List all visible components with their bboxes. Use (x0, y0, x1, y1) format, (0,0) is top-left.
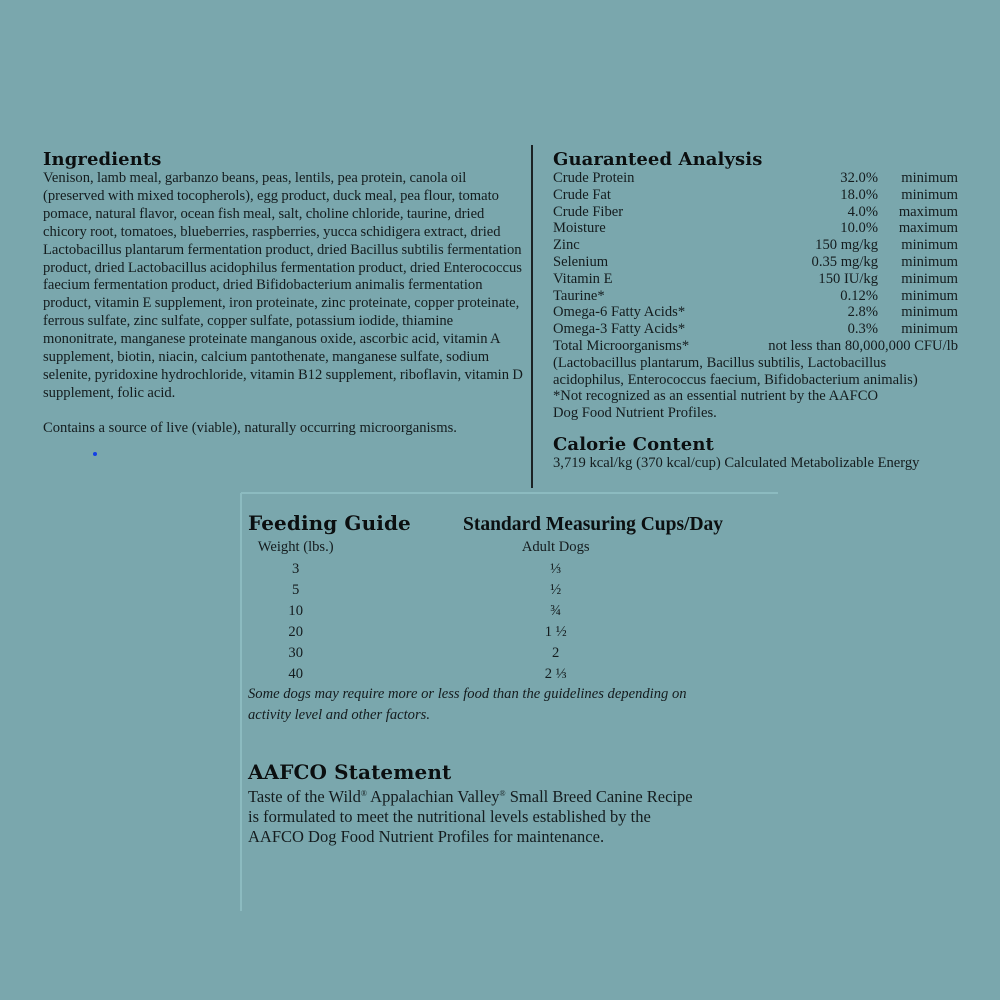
aafco-statement-text (248, 784, 768, 847)
feeding-weight: 3 (292, 561, 300, 577)
analysis-qualifier: minimum (901, 237, 958, 254)
analysis-row (553, 304, 958, 321)
analysis-nutrient: Omega-3 Fatty Acids* (553, 321, 686, 338)
analysis-qualifier: minimum (901, 304, 958, 321)
analysis-qualifier: minimum (901, 321, 958, 338)
feeding-cups: 1 ½ (544, 624, 567, 640)
ingredients-list: Venison, lamb meal, garbanzo beans, peas, lentils, pea protein, canola oil (preserved with mixed tocopherols), egg product, duck meal, pea flour, tomato pomace, natural flavor, ocean fish meal, salt, choline chloride, taurine, dried chicory root, tomatoes, blueberries, raspberries, yucca schidigera extract, dried Lactobacillus plantarum fermentation product, dried Bacillus subtilis fermentation product, dried Lactobacillus acidophilus fermentation product, dried Enterococcus faecium fermentation product, dried Bifidobacterium animalis fermentation product, vitamin E supplement, iron proteinate, zinc proteinate, copper proteinate, ferrous sulfate, zinc sulfate, copper sulfate, potassium iodide, thiamine mononitrate, manganese proteinate manganous oxide, ascorbic acid, vitamin A supplement, biotin, niacin, calcium pantothenate, manganese sulfate, sodium selenite, pyridoxine hydrochloride, vitamin B12 supplement, riboflavin, vitamin D supplement, folic acid. (43, 170, 523, 401)
analysis-table (553, 170, 958, 338)
feeding-note-line-1: Some dogs may require more or less food than the guidelines depending on (248, 686, 687, 702)
analysis-row-microorganisms (553, 338, 958, 355)
aafco-footnote-line-1: *Not recognized as an essential nutrient by the AAFCO (553, 388, 879, 405)
feeding-cups: ⅓ (550, 561, 562, 577)
registered-mark: ® (360, 789, 367, 798)
analysis-qualifier: minimum (901, 170, 958, 186)
analysis-qualifier: maximum (898, 203, 958, 220)
feeding-table (248, 539, 768, 685)
cursor-dot-marker (93, 452, 97, 456)
analysis-qualifier: minimum (901, 287, 958, 304)
analysis-row (553, 321, 958, 338)
feeding-row (248, 664, 768, 685)
aafco-statement-title: AAFCO Statement (248, 760, 452, 784)
product-line: Appalachian Valley (366, 787, 500, 806)
analysis-row (553, 271, 958, 288)
analysis-value: 0.12% (840, 287, 878, 304)
feeding-row (248, 601, 768, 622)
brand-name: Taste of the Wild (248, 787, 361, 806)
feeding-row (248, 643, 768, 664)
analysis-qualifier: minimum (901, 186, 958, 203)
analysis-value: 2.8% (847, 304, 878, 321)
calorie-content-text: 3,719 kcal/kg (370 kcal/cup) Calculated Metabolizable Energy (553, 454, 920, 471)
feeding-table-header (248, 539, 768, 559)
feeding-guide-title: Feeding Guide (248, 511, 411, 535)
analysis-nutrient: Crude Fat (553, 186, 611, 203)
strains-line-2: acidophilus, Enterococcus faecium, Bifidobacterium animalis) (553, 371, 918, 388)
analysis-qualifier: minimum (901, 270, 958, 287)
analysis-value: not less than 80,000,000 CFU/lb (768, 337, 958, 354)
weight-header: Weight (lbs.) (257, 539, 334, 555)
aafco-statement-section (248, 762, 768, 847)
analysis-row (553, 204, 958, 221)
analysis-nutrient: Taurine* (553, 287, 605, 304)
analysis-value: 32.0% (840, 170, 878, 186)
feeding-cups: ½ (550, 582, 562, 598)
cups-per-day-title: Standard Measuring Cups/Day (463, 514, 724, 535)
analysis-value: 150 IU/kg (818, 270, 878, 287)
guaranteed-analysis-title: Guaranteed Analysis (553, 149, 763, 170)
strains-line-1: (Lactobacillus plantarum, Bacillus subtilis, Lactobacillus (553, 354, 887, 371)
ingredients-title: Ingredients (43, 149, 162, 170)
analysis-value: 10.0% (840, 220, 878, 237)
aafco-statement-line-3: AAFCO Dog Food Nutrient Profiles for maintenance. (248, 827, 605, 846)
analysis-row (553, 288, 958, 305)
feeding-weight: 30 (288, 645, 303, 661)
feeding-note (248, 684, 768, 726)
analysis-row (553, 254, 958, 271)
analysis-value: 4.0% (847, 203, 878, 220)
analysis-nutrient: Selenium (553, 253, 609, 270)
microorganisms-note: Contains a source of live (viable), naturally occurring microorganisms. (43, 419, 457, 436)
analysis-nutrient: Crude Fiber (553, 203, 624, 220)
calorie-content-section (553, 435, 958, 472)
feeding-weight: 40 (288, 666, 303, 682)
aafco-statement-line-2: is formulated to meet the nutritional levels established by the (248, 807, 651, 826)
adult-dogs-header: Adult Dogs (521, 539, 590, 555)
analysis-value: 0.35 mg/kg (811, 253, 878, 270)
feeding-weight: 10 (288, 603, 303, 619)
product-recipe: Small Breed Canine Recipe (505, 787, 693, 806)
feeding-weight: 5 (292, 582, 300, 598)
feeding-cups: ¾ (550, 603, 562, 619)
analysis-nutrient: Crude Protein (553, 170, 635, 186)
column-divider (531, 145, 533, 488)
analysis-nutrient: Total Microorganisms* (553, 337, 690, 354)
feeding-guide-section (248, 513, 768, 726)
analysis-nutrient: Vitamin E (553, 270, 613, 287)
analysis-nutrient: Omega-6 Fatty Acids* (553, 304, 686, 321)
feeding-row (248, 559, 768, 580)
analysis-row (553, 187, 958, 204)
feeding-cups: 2 (552, 645, 560, 661)
analysis-value: 150 mg/kg (815, 237, 878, 254)
registered-mark: ® (499, 789, 506, 798)
analysis-row (553, 220, 958, 237)
analysis-qualifier: minimum (901, 253, 958, 270)
guaranteed-analysis-section (553, 150, 958, 472)
analysis-value: 18.0% (840, 186, 878, 203)
feeding-weight: 20 (288, 624, 303, 640)
feeding-row (248, 622, 768, 643)
aafco-footnote-line-2: Dog Food Nutrient Profiles. (553, 405, 717, 422)
ingredients-section (43, 150, 529, 438)
analysis-row (553, 237, 958, 254)
panel-left-border (240, 493, 242, 911)
analysis-qualifier: maximum (898, 220, 958, 237)
analysis-nutrient: Moisture (553, 220, 606, 237)
feeding-cups: 2 ⅓ (544, 666, 567, 682)
analysis-row (553, 170, 958, 187)
panel-top-border (241, 492, 778, 494)
analysis-nutrient: Zinc (553, 237, 580, 254)
analysis-value: 0.3% (847, 321, 878, 338)
feeding-row (248, 580, 768, 601)
feeding-note-line-2: activity level and other factors. (248, 707, 430, 723)
aafco-statement-line-1 (248, 784, 768, 807)
calorie-content-title: Calorie Content (553, 433, 714, 455)
